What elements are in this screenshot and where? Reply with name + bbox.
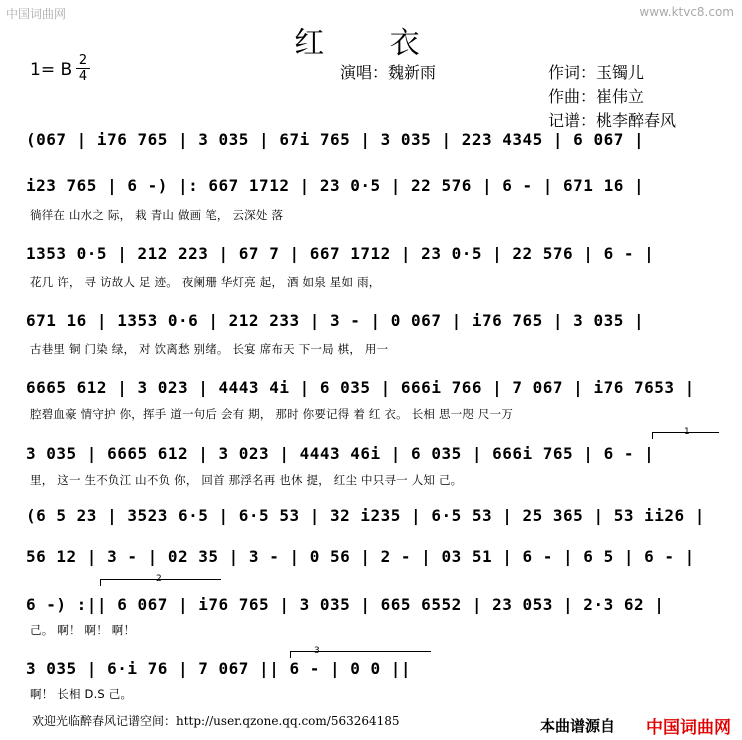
- notation-row: 671 16 | 1353 0·6 | 212 233 | 3 - | 0 067 | i76 765 | 3 035 |: [26, 311, 645, 330]
- volta-label-1: 1: [684, 427, 690, 437]
- time-signature: [76, 54, 90, 83]
- composer-credit: 作曲：崔伟立: [548, 87, 645, 106]
- source-site-logo: 中国词曲网: [646, 718, 731, 738]
- watermark-left: 中国词曲网: [6, 7, 67, 21]
- notation-row: 56 12 | 3 - | 02 35 | 3 - | 0 56 | 2 - | 03 51 | 6 - | 6 5 | 6 - |: [26, 547, 695, 566]
- singer-credit: 演唱：魏新雨: [340, 63, 437, 82]
- song-title: 红 衣: [294, 26, 448, 61]
- notation-row: 3 035 | 6665 612 | 3 023 | 4443 46i | 6 035 | 666i 765 | 6 - |: [26, 444, 655, 463]
- lyric-row: 己。 啊！ 啊！ 啊！: [30, 623, 136, 637]
- time-signature-top: 2: [78, 53, 88, 68]
- footer-note: 欢迎光临醉春风记谱空间：http://user.qzone.qq.com/563264185: [32, 714, 400, 728]
- lyric-row: 里， 这一 生不负江 山不负 你， 回首 那浮名再 也休 提， 红尘 中只寻一 人知 己。: [30, 473, 463, 487]
- time-signature-bottom: 4: [78, 69, 88, 84]
- lyricist-credit: 作词：玉镯儿: [548, 63, 645, 82]
- key-signature: 1= B: [30, 60, 73, 80]
- source-label: 本曲谱源自: [540, 717, 616, 735]
- notation-row: 1353 0·5 | 212 223 | 67 7 | 667 1712 | 23 0·5 | 22 576 | 6 - |: [26, 244, 655, 263]
- notation-row: (6 5 23 | 3523 6·5 | 6·5 53 | 32 i235 | 6·5 53 | 25 365 | 53 ii26 |: [26, 506, 705, 525]
- lyric-row: 腔碧血豪 情守护 你，挥手 道一句后 会有 期， 那时 你要记得 着 红 衣。 长相 思一咫 尺一万: [30, 407, 514, 421]
- notation-row: 6665 612 | 3 023 | 4443 4i | 6 035 | 666i 766 | 7 067 | i76 7653 |: [26, 378, 695, 397]
- lyric-row: 徜徉在 山水之 际， 栽 青山 做画 笔， 云深处 落: [30, 208, 284, 222]
- notation-row: 3 035 | 6·i 76 | 7 067 || 6 - | 0 0 ||: [26, 659, 412, 678]
- lyric-row: 古巷里 铜 门染 绿， 对 饮离愁 别绪。 长宴 席布天 下一局 棋， 用一: [30, 342, 389, 356]
- watermark-right: www.ktvc8.com: [639, 5, 734, 19]
- volta-label-2: 2: [156, 574, 162, 584]
- notation-row: (067 | i76 765 | 3 035 | 67i 765 | 3 035 | 223 4345 | 6 067 |: [26, 130, 645, 149]
- notation-row: 6 -) :|| 6 067 | i76 765 | 3 035 | 665 6552 | 23 053 | 2·3 62 |: [26, 595, 665, 614]
- lyric-row: 花几 许， 寻 访故人 足 迹。 夜阑珊 华灯亮 起， 酒 如泉 星如 雨，: [30, 275, 381, 289]
- lyric-row: 啊！ 长相 D.S 己。: [30, 687, 133, 701]
- notation-row: i23 765 | 6 -) |: 667 1712 | 23 0·5 | 22 576 | 6 - | 671 16 |: [26, 176, 645, 195]
- volta-bracket-3: [290, 651, 431, 658]
- transcriber-credit: 记谱：桃李醉春风: [548, 111, 677, 130]
- volta-label-3: 3: [314, 646, 320, 656]
